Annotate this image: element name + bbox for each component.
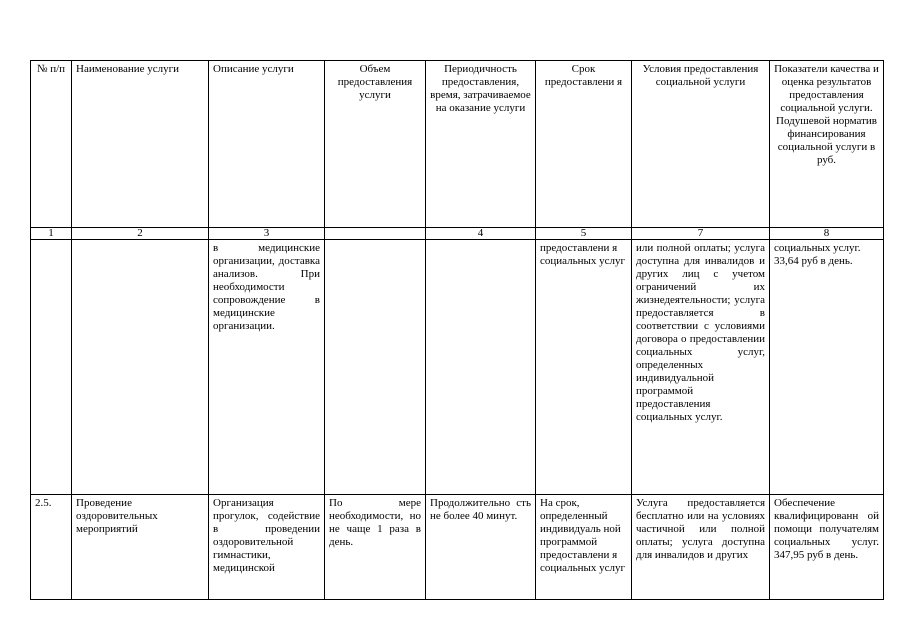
column-number: 2 <box>72 228 209 240</box>
column-number-row <box>31 228 884 240</box>
column-number: 7 <box>632 228 770 240</box>
cell-volume: По мере необходимости, но не чаще 1 раза в день. <box>325 495 426 600</box>
cell-volume <box>325 240 426 495</box>
column-number: 8 <box>770 228 884 240</box>
column-number: 4 <box>426 228 536 240</box>
header-term: Срок предоставлени я <box>536 61 632 228</box>
cell-number <box>31 240 72 495</box>
cell-name <box>72 240 209 495</box>
cell-quality: социальных услуг. 33,64 руб в день. <box>770 240 884 495</box>
cell-periodicity <box>426 240 536 495</box>
header-periodicity: Периодичность предоставления, время, затрачиваемое на оказание услуги <box>426 61 536 228</box>
table-row-continuation <box>31 240 884 495</box>
header-row <box>31 61 884 228</box>
cell-periodicity: Продолжительно сть не более 40 минут. <box>426 495 536 600</box>
table-row-2-5 <box>31 495 884 600</box>
cell-term: На срок, определенный индивидуаль ной программой предоставлени я социальных услуг <box>536 495 632 600</box>
cell-conditions: Услуга предоставляется бесплатно или на условиях частичной или полной оплаты; услуга доступна для инвалидов и других <box>632 495 770 600</box>
cell-term: предоставлени я социальных услуг <box>536 240 632 495</box>
cell-description: в медицинские организации, доставка анализов. При необходимости сопровождение в медицинские организации. <box>209 240 325 495</box>
cell-number: 2.5. <box>31 495 72 600</box>
column-number: 1 <box>31 228 72 240</box>
cell-name: Проведение оздоровительных мероприятий <box>72 495 209 600</box>
header-quality: Показатели качества и оценка результатов предоставления социальной услуги. Подушевой норматив финансирования социальной услуги в руб. <box>770 61 884 228</box>
cell-quality: Обеспечение квалифицированн ой помощи получателям социальных услуг. 347,95 руб в день. <box>770 495 884 600</box>
column-number <box>325 228 426 240</box>
header-volume: Объем предоставления услуги <box>325 61 426 228</box>
header-service-description: Описание услуги <box>209 61 325 228</box>
header-number: № п/п <box>31 61 72 228</box>
services-table <box>30 60 884 600</box>
header-conditions: Условия предоставления социальной услуги <box>632 61 770 228</box>
cell-conditions: или полной оплаты; услуга доступна для инвалидов и других лиц с учетом ограничений их жизнедеятельности; услуга предоставляется в соответствии с условиями договора о предоставлении социальных услуг, определенных индивидуальной программой предоставления социальных услуг. <box>632 240 770 495</box>
cell-description: Организация прогулок, содействие в проведении оздоровительной гимнастики, медицинской <box>209 495 325 600</box>
column-number: 3 <box>209 228 325 240</box>
column-number: 5 <box>536 228 632 240</box>
header-service-name: Наименование услуги <box>72 61 209 228</box>
